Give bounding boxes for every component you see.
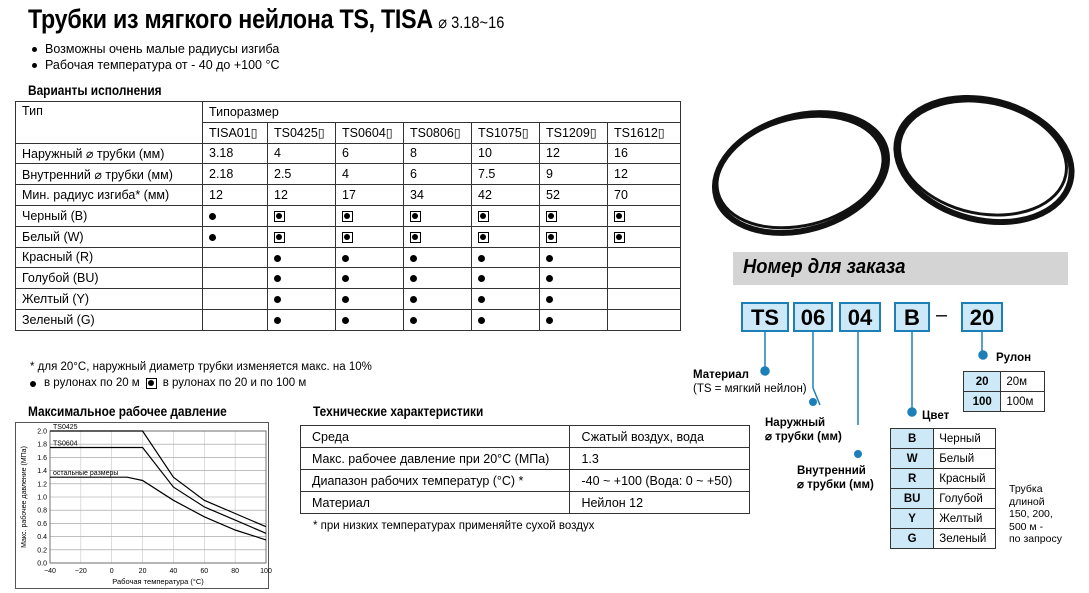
availability-dot	[336, 289, 404, 310]
y-tick-label: 0.2	[37, 547, 47, 555]
roll-row: 100 100м	[964, 392, 1045, 412]
tech-table	[300, 425, 750, 514]
color-row: G Зеленый	[891, 529, 996, 549]
size-header: TS0604▯	[336, 122, 404, 143]
table-cell: 8	[404, 143, 472, 164]
code-box-roll: 20	[961, 302, 1003, 332]
x-tick-label: 60	[200, 568, 209, 575]
feature-item: Возможны очень малые радиусы изгиба	[28, 41, 280, 57]
code-box-color: B	[894, 302, 930, 332]
tech-row: Диапазон рабочих температур (°С) * -40 ~ +100 (Вода: 0 ~ +50)	[301, 470, 750, 492]
table-cell: 6	[336, 143, 404, 164]
table-cell: 2.5	[268, 164, 336, 185]
x-tick-label: 20	[138, 568, 147, 575]
color-row: BU Голубой	[891, 489, 996, 509]
color-row: W Белый	[891, 449, 996, 469]
x-axis-label: Рабочая температура (°С)	[112, 577, 204, 586]
table-row	[16, 226, 681, 247]
y-axis-label: Макс. рабочее давление (МПа)	[21, 446, 28, 548]
table-row	[16, 205, 681, 226]
row-label: Черный (B)	[16, 205, 203, 226]
availability-dot	[336, 309, 404, 330]
availability-dot	[336, 247, 404, 268]
table-cell: 34	[404, 185, 472, 206]
title-main: Трубки из мягкого нейлона TS, TISA	[28, 4, 433, 34]
table-cell	[608, 268, 681, 289]
y-tick-label: 1.0	[37, 494, 47, 502]
availability-box	[336, 205, 404, 226]
feature-list	[28, 41, 280, 73]
row-label: Голубой (BU)	[16, 268, 203, 289]
roll-table	[963, 371, 1045, 412]
pressure-chart-frame	[15, 422, 272, 589]
table-row	[16, 143, 681, 164]
table-cell: 70	[608, 185, 681, 206]
size-header: TS1209▯	[540, 122, 608, 143]
color-table	[890, 428, 996, 549]
availability-dot	[540, 289, 608, 310]
roll-label: Рулон	[996, 352, 1032, 364]
length-note: Трубка длиной 150, 200, 500 м - по запросу	[1009, 483, 1062, 545]
variants-note-2: в рулонах по 20 м в рулонах по 20 и по 100 м	[30, 376, 306, 391]
availability-dot	[404, 247, 472, 268]
x-tick-label: 40	[169, 568, 178, 575]
tech-row: Материал Нейлон 12	[301, 492, 750, 514]
row-label: Зеленый (G)	[16, 309, 203, 330]
x-tick-label: 0	[109, 568, 114, 575]
series-line	[50, 431, 266, 527]
availability-box	[336, 226, 404, 247]
table-cell: 7.5	[472, 164, 540, 185]
outer-label: Наружный ⌀ трубки (мм)	[765, 417, 842, 443]
variants-note-1: * для 20°С, наружный диаметр трубки изменяется макс. на 10%	[30, 361, 372, 373]
availability-box	[608, 226, 681, 247]
x-tick-label: 80	[231, 568, 240, 575]
y-tick-label: 2.0	[37, 428, 47, 436]
table-cell: 9	[540, 164, 608, 185]
table-cell: 3.18	[203, 143, 268, 164]
availability-box	[268, 205, 336, 226]
availability-dot	[268, 309, 336, 330]
availability-box	[404, 205, 472, 226]
x-tick-label: 100	[260, 568, 272, 575]
y-tick-label: 1.8	[37, 441, 47, 449]
row-label: Мин. радиус изгиба* (мм)	[16, 185, 203, 206]
code-box-outer: 06	[793, 302, 833, 332]
table-cell: 16	[608, 143, 681, 164]
pressure-chart	[16, 423, 272, 588]
x-tick-label: −20	[74, 568, 87, 575]
table-cell: 12	[203, 185, 268, 206]
availability-box	[608, 205, 681, 226]
roll-row: 20 20м	[964, 372, 1045, 392]
y-tick-label: 1.4	[37, 468, 47, 476]
row-label: Белый (W)	[16, 226, 203, 247]
y-tick-label: 1.2	[37, 481, 47, 489]
availability-box	[404, 226, 472, 247]
material-label: Материал (TS = мягкий нейлон)	[693, 369, 807, 395]
availability-dot	[404, 309, 472, 330]
table-cell	[608, 289, 681, 310]
code-box-material: TS	[741, 302, 789, 332]
x-tick-label: −40	[44, 568, 56, 575]
table-cell: 4	[268, 143, 336, 164]
tech-row: Среда Сжатый воздух, вода	[301, 426, 750, 448]
y-tick-label: 0.8	[37, 507, 47, 515]
table-cell: 10	[472, 143, 540, 164]
table-cell: 4	[336, 164, 404, 185]
table-row	[16, 164, 681, 185]
availability-dot	[203, 226, 268, 247]
table-row	[16, 289, 681, 310]
pressure-heading: Максимальное рабочее давление	[28, 404, 227, 419]
series-line	[50, 477, 266, 540]
color-label: Цвет	[922, 410, 950, 422]
availability-dot	[472, 268, 540, 289]
availability-dot	[472, 309, 540, 330]
size-header: TS0806▯	[404, 122, 472, 143]
availability-box	[540, 205, 608, 226]
tube-photo	[700, 95, 1070, 245]
table-cell	[203, 268, 268, 289]
availability-dot	[268, 268, 336, 289]
size-header: TISA01▯	[203, 122, 268, 143]
series-label: TS0425	[53, 424, 78, 431]
size-header: TS0425▯	[268, 122, 336, 143]
size-header: TS1612▯	[608, 122, 681, 143]
availability-dot	[404, 268, 472, 289]
outer-dot	[808, 396, 818, 408]
table-cell: 42	[472, 185, 540, 206]
table-row	[16, 309, 681, 330]
code-dash: –	[936, 304, 948, 326]
y-tick-label: 0.4	[37, 534, 47, 542]
col-size-header: Типоразмер	[203, 102, 681, 123]
feature-item: Рабочая температура от - 40 до +100 °С	[28, 57, 280, 73]
order-heading-bar	[733, 252, 1068, 285]
tech-row: Макс. рабочее давление при 20°С (МПа) 1.3	[301, 448, 750, 470]
table-row	[16, 185, 681, 206]
availability-box	[472, 226, 540, 247]
page-title	[28, 4, 504, 35]
table-cell: 52	[540, 185, 608, 206]
variants-heading: Варианты исполнения	[28, 83, 162, 98]
table-cell: 12	[268, 185, 336, 206]
table-cell	[203, 289, 268, 310]
tech-heading: Технические характеристики	[313, 404, 484, 419]
y-tick-label: 1.6	[37, 454, 47, 462]
inner-label: Внутренний ⌀ трубки (мм)	[797, 465, 874, 491]
variants-table	[15, 101, 681, 331]
order-heading: Номер для заказа	[743, 256, 906, 278]
col-type-header: Тип	[16, 102, 203, 144]
table-cell	[608, 247, 681, 268]
table-cell	[203, 247, 268, 268]
row-label: Внутренний ⌀ трубки (мм)	[16, 164, 203, 185]
table-cell: 6	[404, 164, 472, 185]
color-row: B Черный	[891, 429, 996, 449]
title-diameter: ⌀ 3.18~16	[438, 13, 505, 32]
y-tick-label: 0.6	[37, 520, 47, 528]
table-cell: 12	[540, 143, 608, 164]
availability-dot	[540, 268, 608, 289]
row-label: Желтый (Y)	[16, 289, 203, 310]
size-header: TS1075▯	[472, 122, 540, 143]
availability-dot	[268, 289, 336, 310]
color-row: R Красный	[891, 469, 996, 489]
color-row: Y Желтый	[891, 509, 996, 529]
availability-dot	[472, 247, 540, 268]
table-cell: 2.18	[203, 164, 268, 185]
series-label: остальные размеры	[53, 470, 119, 478]
table-row	[16, 268, 681, 289]
table-cell: 17	[336, 185, 404, 206]
availability-dot	[540, 309, 608, 330]
availability-dot	[404, 289, 472, 310]
series-label: TS0604	[53, 440, 78, 448]
row-label: Красный (R)	[16, 247, 203, 268]
table-cell: 12	[608, 164, 681, 185]
availability-dot	[540, 247, 608, 268]
tech-note: * при низких температурах применяйте сухой воздух	[313, 520, 595, 532]
table-cell	[608, 309, 681, 330]
availability-box	[540, 226, 608, 247]
table-cell	[203, 309, 268, 330]
row-label: Наружный ⌀ трубки (мм)	[16, 143, 203, 164]
availability-dot	[268, 247, 336, 268]
inner-dot	[853, 448, 863, 460]
availability-dot	[203, 205, 268, 226]
y-tick-label: 0.0	[37, 560, 47, 568]
availability-dot	[472, 289, 540, 310]
availability-box	[472, 205, 540, 226]
table-row	[16, 247, 681, 268]
availability-box	[268, 226, 336, 247]
availability-dot	[336, 268, 404, 289]
code-box-inner: 04	[839, 302, 881, 332]
